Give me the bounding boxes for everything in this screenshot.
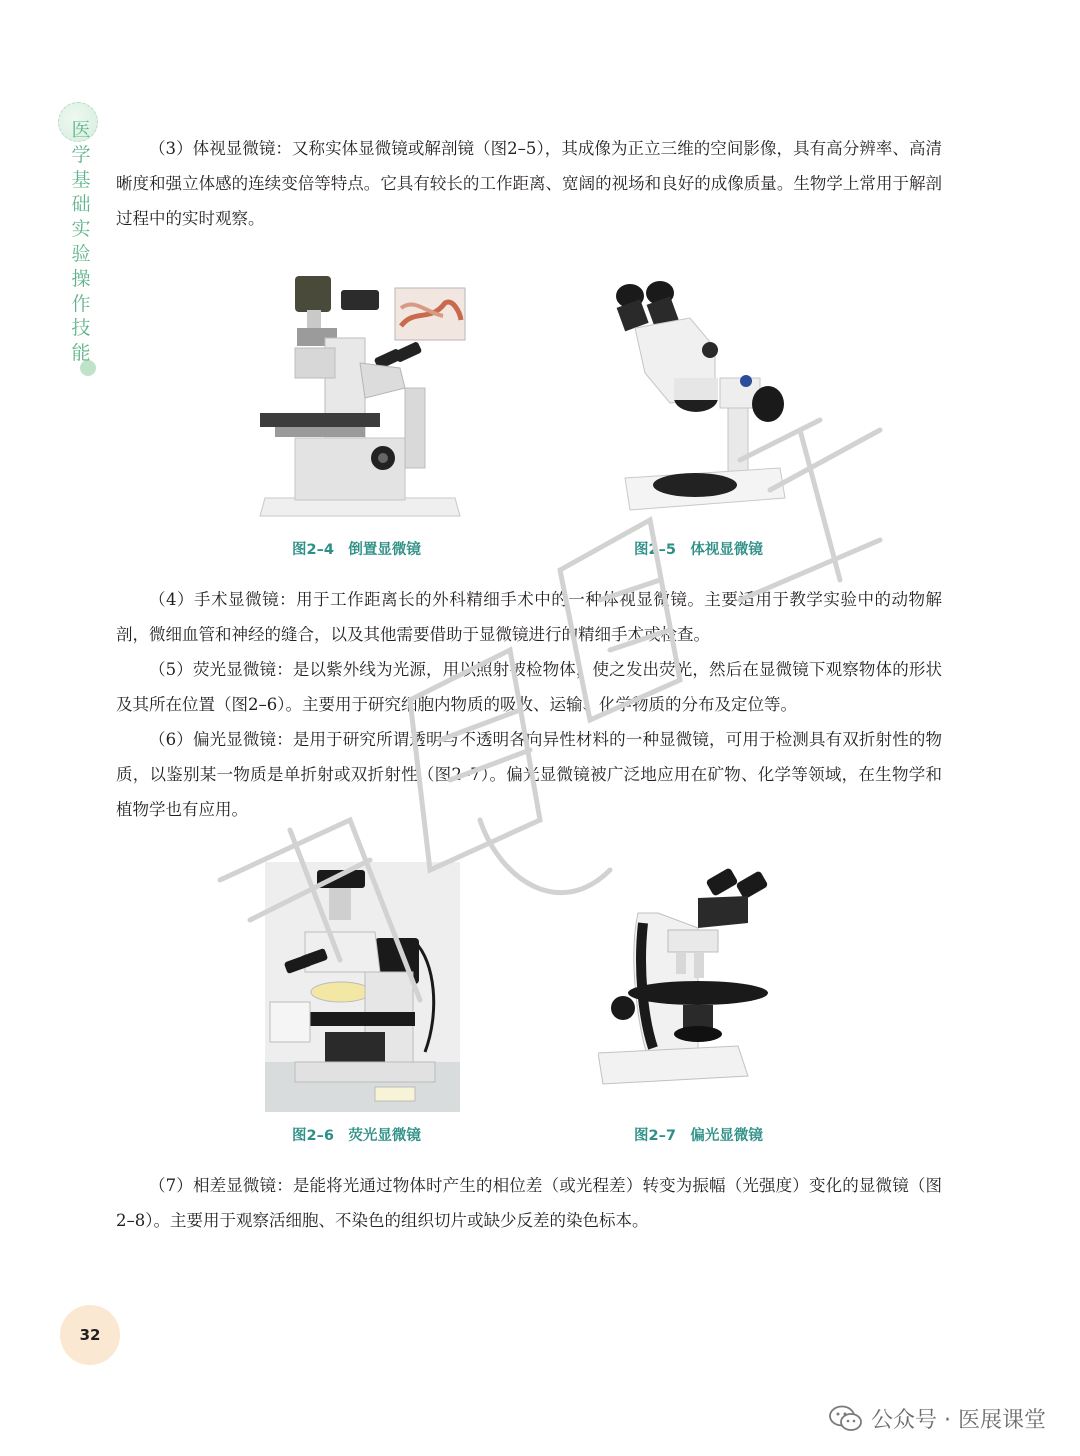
side-title-char: 础 xyxy=(71,193,91,216)
page-number: 32 xyxy=(60,1305,120,1365)
figure-fluorescence-microscope xyxy=(265,862,460,1112)
caption-figure-2-5: 图2–5 体视显微镜 xyxy=(634,542,763,558)
figure-polarizing-microscope xyxy=(598,868,788,1090)
fluorescence-microscope-image xyxy=(265,862,460,1112)
side-title-char: 技 xyxy=(71,317,91,340)
side-title-char: 学 xyxy=(71,143,91,166)
side-title-char: 实 xyxy=(71,218,91,241)
footer-brand xyxy=(829,1403,1046,1434)
paragraph-stereo-microscope: （3）体视显微镜：又称实体显微镜或解剖镜（图2–5），其成像为正立三维的空间影像，具有高分辨率、高清晰度和强立体感的连续变倍等特点。它具有较长的工作距离、宽阔的视场和良好的成像质量。生物学上常用于解剖过程中的实时观察。 xyxy=(116,139,942,228)
side-title-char: 作 xyxy=(71,292,91,315)
side-title-char: 操 xyxy=(71,267,91,290)
side-book-title xyxy=(66,118,96,366)
side-title-char: 医 xyxy=(71,119,91,141)
caption-figure-2-7: 图2–7 偏光显微镜 xyxy=(634,1128,763,1144)
side-title-char: 基 xyxy=(71,168,91,191)
paragraph-polarizing-microscope: （6）偏光显微镜：是用于研究所谓透明与不透明各向异性材料的一种显微镜，可用于检测具有双折射性的物质，以鉴别某一物质是单折射或双折射性（图2–7）。偏光显微镜被广泛地应用在矿物、化学等领域，在生物学和植物学也有应用。 xyxy=(116,730,942,819)
wechat-icon xyxy=(829,1405,863,1433)
paragraph-surgical-microscope: （4）手术显微镜：用于工作距离长的外科精细手术中的一种体视显微镜。主要适用于教学实验中的动物解剖，微细血管和神经的缝合，以及其他需要借助于显微镜进行的精细手术或检查。 xyxy=(116,590,942,644)
figure-stereo-microscope xyxy=(610,278,790,518)
paragraph-phase-contrast-microscope: （7）相差显微镜：是能将光通过物体时产生的相位差（或光程差）转变为振幅（光强度）变化的显微镜（图2–8）。主要用于观察活细胞、不染色的组织切片或缺少反差的染色标本。 xyxy=(116,1176,942,1230)
polarizing-microscope-image xyxy=(598,868,788,1090)
caption-figure-2-4: 图2–4 倒置显微镜 xyxy=(292,542,421,558)
paragraph-fluorescence-microscope: （5）荧光显微镜：是以紫外线为光源，用以照射被检物体，使之发出荧光，然后在显微镜下观察物体的形状及其所在位置（图2–6）。主要用于研究细胞内物质的吸收、运输、化学物质的分布及定位等。 xyxy=(116,660,942,714)
footer-brand-text: 公众号 · 医展课堂 xyxy=(871,1408,1046,1433)
side-title-char: 验 xyxy=(71,242,91,265)
side-title-char: 能 xyxy=(71,342,91,365)
inverted-microscope-image xyxy=(255,268,480,526)
figure-inverted-microscope xyxy=(255,268,480,526)
caption-figure-2-6: 图2–6 荧光显微镜 xyxy=(292,1128,421,1144)
stereo-microscope-image xyxy=(610,278,790,518)
